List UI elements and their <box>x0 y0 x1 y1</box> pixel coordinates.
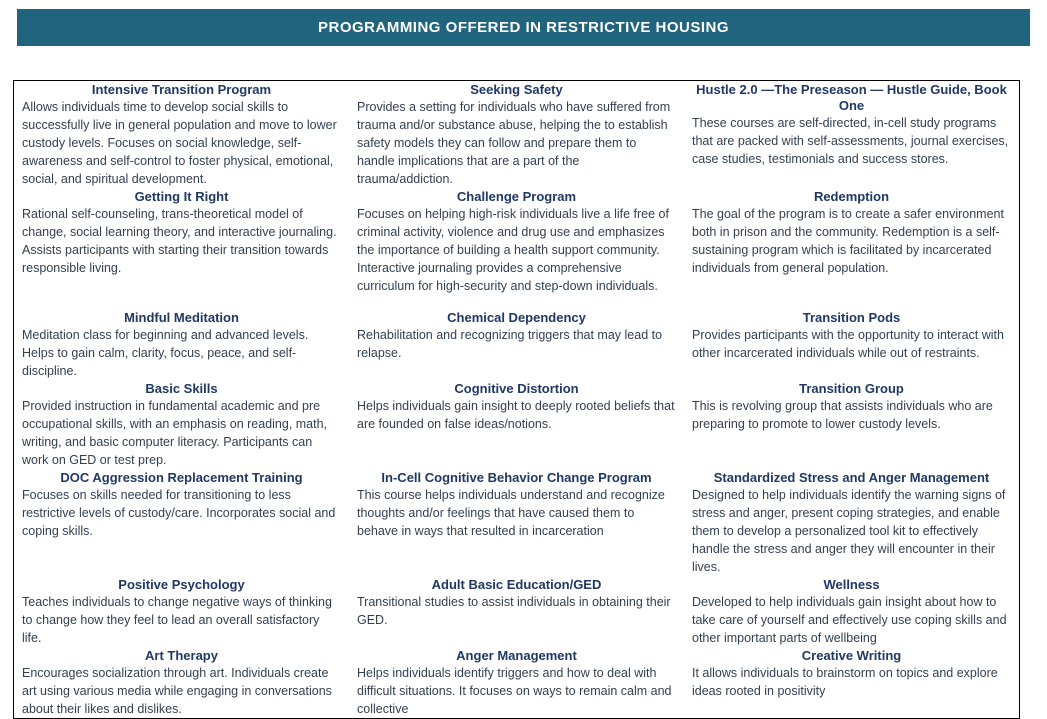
cell-anger-management <box>349 647 684 718</box>
cell-basic-skills <box>14 380 349 469</box>
cell-intensive-transition-program <box>14 81 349 188</box>
program-title: Getting It Right <box>134 189 229 204</box>
cell-transition-group <box>684 380 1019 469</box>
program-description: Provides participants with the opportunity to interact with other incarcerated individuals while out of restraints. <box>692 328 1004 360</box>
program-title: Standardized Stress and Anger Management <box>713 470 990 485</box>
cell-wellness <box>684 576 1019 647</box>
cell-standardized-stress-anger-management <box>684 469 1019 576</box>
cell-challenge-program <box>349 188 684 309</box>
cell-creative-writing <box>684 647 1019 718</box>
program-title: Wellness <box>823 577 880 592</box>
program-title: Chemical Dependency <box>447 310 586 325</box>
program-title: Redemption <box>813 189 890 204</box>
cell-doc-aggression-replacement-training <box>14 469 349 576</box>
page-title: PROGRAMMING OFFERED IN RESTRICTIVE HOUSING <box>317 19 729 36</box>
program-description: Developed to help individuals gain insight about how to take care of yourself and effectively use coping skills and other important parts of wellbeing <box>692 595 1007 645</box>
program-title: Basic Skills <box>145 381 218 396</box>
program-title: Anger Management <box>456 648 577 663</box>
program-description: This is revolving group that assists individuals who are preparing to promote to lower custody levels. <box>692 399 993 431</box>
program-description: Provides a setting for individuals who have suffered from trauma and/or substance abuse, helping the to establish safety models they can follow and prepare them to handle implications that are a part of the trauma/addiction. <box>357 100 671 186</box>
program-title: In-Cell Cognitive Behavior Change Program <box>381 470 652 485</box>
page-title-banner <box>17 9 1030 46</box>
program-title: Transition Pods <box>802 310 901 325</box>
program-description: Transitional studies to assist individuals in obtaining their GED. <box>357 595 671 627</box>
program-title: Hustle 2.0 —The Preseason — Hustle Guide, Book One <box>696 82 1007 113</box>
program-description: Designed to help individuals identify the warning signs of stress and anger, present coping strategies, and enable them to develop a personalized tool kit to effectively handle the stress and anger they will encounter in their lives. <box>692 488 1006 574</box>
program-title: Transition Group <box>799 381 904 396</box>
program-title: Mindful Meditation <box>124 310 239 325</box>
program-title: Adult Basic Education/GED <box>431 577 602 592</box>
program-title: Cognitive Distortion <box>454 381 579 396</box>
program-description: Encourages socialization through art. Individuals create art using various media while engaging in conversations about their likes and dislikes. <box>22 666 332 716</box>
program-title: Challenge Program <box>456 189 577 204</box>
program-description: Helps individuals identify triggers and how to deal with difficult situations. It focuses on ways to remain calm and collective <box>357 666 672 716</box>
cell-getting-it-right <box>14 188 349 309</box>
program-description: It allows individuals to brainstorm on topics and explore ideas rooted in positivity <box>692 666 998 698</box>
program-description: Focuses on helping high-risk individuals live a life free of criminal activity, violence and drug use and emphasizes the importance of building a health support community. Interactive journaling provides a comprehensive curriculum for high-security and step-down individuals. <box>357 207 669 293</box>
program-description: These courses are self-directed, in-cell study programs that are packed with self-assessments, journal exercises, case studies, testimonials and success stores. <box>692 116 1009 166</box>
cell-mindful-meditation <box>14 309 349 380</box>
cell-adult-basic-education-ged <box>349 576 684 647</box>
programs-table <box>13 80 1020 719</box>
program-description: Rehabilitation and recognizing triggers that may lead to relapse. <box>357 328 663 360</box>
cell-positive-psychology <box>14 576 349 647</box>
cell-seeking-safety <box>349 81 684 188</box>
program-description: Rational self-counseling, trans-theoretical model of change, social learning theory, and interactive journaling. Assists participants with starting their transition towards responsible living. <box>22 207 337 275</box>
program-title: DOC Aggression Replacement Training <box>60 470 303 485</box>
cell-in-cell-cognitive-behavior-change <box>349 469 684 576</box>
program-description: This course helps individuals understand and recognize thoughts and/or feelings that have caused them to behave in ways that resulted in incarceration <box>357 488 665 538</box>
program-description: The goal of the program is to create a safer environment both in prison and the community. Redemption is a self-sustaining program which is facilitated by incarcerated individuals from general population. <box>692 207 1004 275</box>
program-title: Seeking Safety <box>470 82 563 97</box>
cell-art-therapy <box>14 647 349 718</box>
program-description: Teaches individuals to change negative ways of thinking to change how they feel to lead an overall satisfactory life. <box>22 595 332 645</box>
program-description: Meditation class for beginning and advanced levels. Helps to gain calm, clarity, focus, peace, and self-discipline. <box>22 328 309 378</box>
program-description: Allows individuals time to develop social skills to successfully live in general population and move to lower custody levels. Focuses on social knowledge, self-awareness and self-control to foster physical, emotional, social, and spiritual development. <box>22 100 337 186</box>
cell-transition-pods <box>684 309 1019 380</box>
program-description: Helps individuals gain insight to deeply rooted beliefs that are founded on false ideas/notions. <box>357 399 675 431</box>
cell-cognitive-distortion <box>349 380 684 469</box>
program-description: Provided instruction in fundamental academic and pre occupational skills, with an emphasis on reading, math, writing, and basic computer literacy. Participants can work on GED or test prep. <box>22 399 328 467</box>
program-description: Focuses on skills needed for transitioning to less restrictive levels of custody/care. Incorporates social and coping skills. <box>22 488 336 538</box>
program-title: Creative Writing <box>801 648 902 663</box>
program-title: Art Therapy <box>145 648 218 663</box>
program-title: Intensive Transition Program <box>91 82 272 97</box>
program-title: Positive Psychology <box>118 577 245 592</box>
cell-redemption <box>684 188 1019 309</box>
cell-chemical-dependency <box>349 309 684 380</box>
cell-hustle-2-0 <box>684 81 1019 188</box>
